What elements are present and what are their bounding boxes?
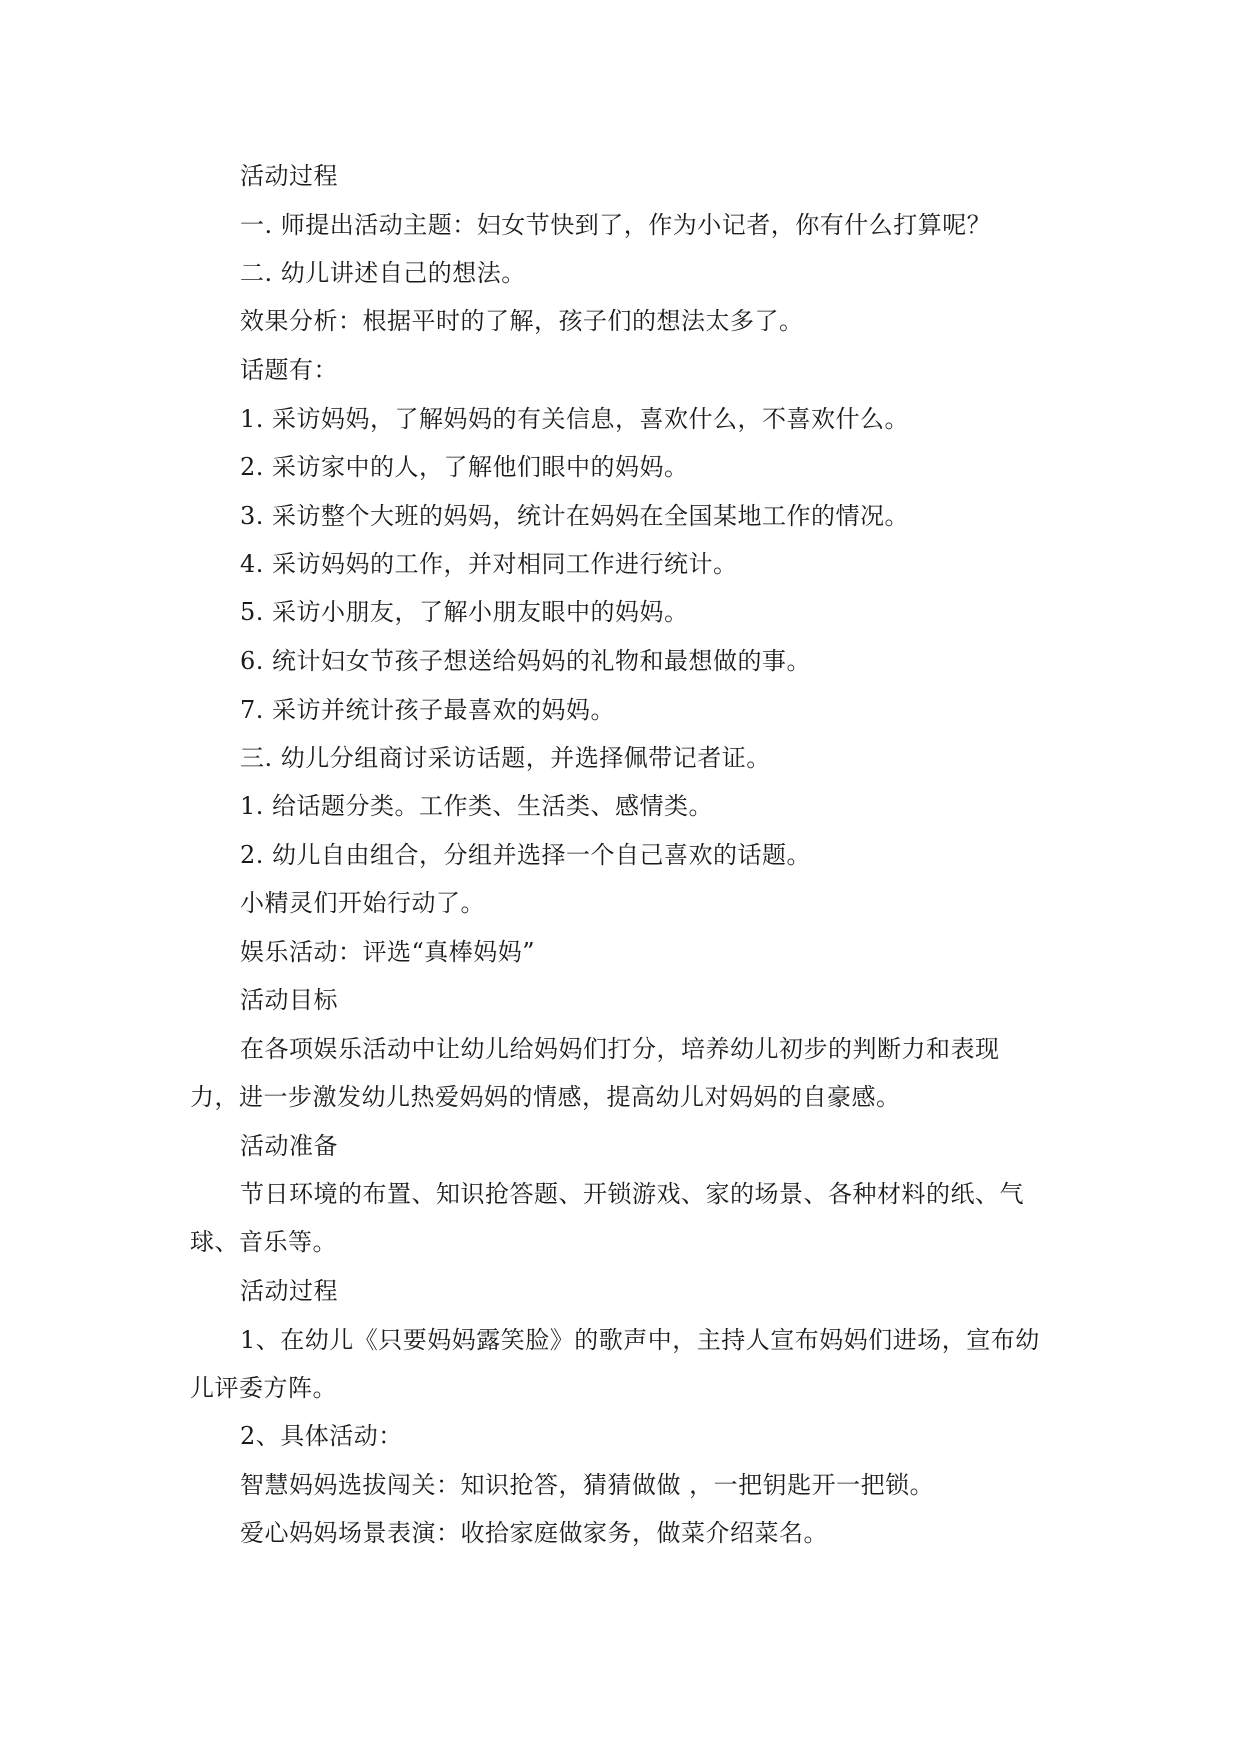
step-one: 一. 师提出活动主题：妇女节快到了，作为小记者，你有什么打算呢？ xyxy=(240,211,992,239)
prep-paragraph-line-2: 球、音乐等。 xyxy=(190,1228,337,1256)
section-heading-activity-goal: 活动目标 xyxy=(240,986,338,1014)
process-step-1-line-1: 1、在幼儿《只要妈妈露笑脸》的歌声中，主持人宣布妈妈们进场，宣布幼 xyxy=(240,1326,1040,1354)
entertainment-activity-title: 娱乐活动：评选“真棒妈妈” xyxy=(240,938,536,966)
effect-analysis: 效果分析：根据平时的了解，孩子们的想法太多了。 xyxy=(240,307,804,335)
topic-item: 7. 采访并统计孩子最喜欢的妈妈。 xyxy=(240,696,616,724)
step-three: 三. 幼儿分组商讨采访话题，并选择佩带记者证。 xyxy=(240,744,771,772)
sub-step: 1. 给话题分类。工作类、生活类、感情类。 xyxy=(240,792,714,820)
sub-step: 2. 幼儿自由组合，分组并选择一个自己喜欢的话题。 xyxy=(240,841,812,869)
step-two: 二. 幼儿讲述自己的想法。 xyxy=(240,259,526,287)
topic-item: 6. 统计妇女节孩子想送给妈妈的礼物和最想做的事。 xyxy=(240,647,812,675)
goal-paragraph-line-2: 力，进一步激发幼儿热爱妈妈的情感，提高幼儿对妈妈的自豪感。 xyxy=(190,1083,901,1111)
section-heading-activity-process-2: 活动过程 xyxy=(240,1277,338,1305)
topic-item: 1. 采访妈妈，了解妈妈的有关信息，喜欢什么，不喜欢什么。 xyxy=(240,405,910,433)
activity-item: 智慧妈妈选拔闯关：知识抢答，猜猜做做 ，一把钥匙开一把锁。 xyxy=(240,1471,935,1499)
topic-item: 3. 采访整个大班的妈妈，统计在妈妈在全国某地工作的情况。 xyxy=(240,502,910,530)
topics-label: 话题有： xyxy=(240,356,338,384)
section-heading-activity-prep: 活动准备 xyxy=(240,1132,338,1160)
goal-paragraph-line-1: 在各项娱乐活动中让幼儿给妈妈们打分，培养幼儿初步的判断力和表现 xyxy=(240,1035,1000,1063)
prep-paragraph-line-1: 节日环境的布置、知识抢答题、开锁游戏、家的场景、各种材料的纸、气 xyxy=(240,1180,1024,1208)
process-step-2: 2、具体活动： xyxy=(240,1422,403,1450)
activity-item: 爱心妈妈场景表演：收拾家庭做家务，做菜介绍菜名。 xyxy=(240,1519,828,1547)
topic-item: 5. 采访小朋友，了解小朋友眼中的妈妈。 xyxy=(240,598,689,626)
closing-line: 小精灵们开始行动了。 xyxy=(240,889,485,917)
process-step-1-line-2: 儿评委方阵。 xyxy=(190,1374,337,1402)
topic-item: 4. 采访妈妈的工作，并对相同工作进行统计。 xyxy=(240,550,738,578)
section-heading-activity-process: 活动过程 xyxy=(240,162,338,190)
topic-item: 2. 采访家中的人，了解他们眼中的妈妈。 xyxy=(240,453,689,481)
